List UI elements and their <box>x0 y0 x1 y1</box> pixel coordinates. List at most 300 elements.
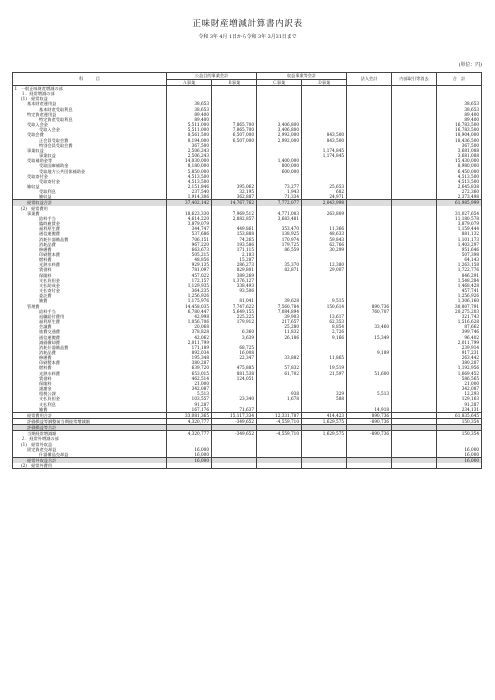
row-label: 消耗品費 <box>13 350 167 355</box>
cell-value: 457,741 <box>437 288 482 293</box>
cell-value: 380,287 <box>437 360 482 365</box>
row-label: 給料手当 <box>13 216 167 221</box>
cell-value: 33,460 <box>347 324 392 329</box>
row-label: 燃料費 <box>13 257 167 262</box>
cell-value: 33,882 <box>257 355 302 360</box>
cell-value: 1,629,575 <box>302 419 347 425</box>
cell-value: -4,559,710 <box>257 431 302 437</box>
cell-value: 103,557 <box>167 396 212 401</box>
cell-value: 8,854 <box>302 324 347 329</box>
cell-value: 378,828 <box>167 329 212 334</box>
cell-value: 61,835,645 <box>437 412 482 418</box>
cell-value: 8,180,000 <box>167 163 212 168</box>
cell-value: 193,586 <box>212 242 257 247</box>
cell-value: 38,653 <box>167 101 212 106</box>
cell-value: 1,174,845 <box>302 153 347 158</box>
cell-value: 14,458,035 <box>167 304 212 309</box>
cell-value: 1,159,444 <box>437 226 482 231</box>
cell-value: 2,011,799 <box>167 340 212 345</box>
cell-value: 86,559 <box>257 247 302 252</box>
cell-value: 1,174,845 <box>302 148 347 153</box>
cell-value: 938 <box>257 391 302 396</box>
row-label: 通信運搬費 <box>13 335 167 340</box>
cell-value: 18,623,330 <box>167 211 212 216</box>
cell-value: 8,561,500 <box>167 132 212 137</box>
cell-value: 171,189 <box>167 345 212 350</box>
row-label: 受取補助金等 <box>13 158 167 163</box>
cell-value: 1,548,284 <box>437 278 482 283</box>
cell-value: 35,370 <box>257 262 302 267</box>
row-label: 退職給付費用 <box>13 314 167 319</box>
cell-value: 12,293 <box>437 391 482 396</box>
cell-value: 5,513 <box>347 391 392 396</box>
cell-value: 48,633 <box>302 231 347 236</box>
cell-value: 1,192,956 <box>437 365 482 370</box>
row-label: 基本財産受取利息 <box>13 107 167 112</box>
cell-value: 7,560,784 <box>257 304 302 309</box>
cell-value: 1,914,306 <box>167 194 212 200</box>
cell-value: -349,652 <box>212 419 257 425</box>
cell-value: 13,617 <box>302 314 347 319</box>
row-label: 受取入会金 <box>13 122 167 127</box>
row-label: 受取地方公共団体補助金 <box>13 169 167 174</box>
cell-value: 263,442 <box>437 355 482 360</box>
cell-value: 89,400 <box>437 112 482 117</box>
table-row <box>13 463 482 469</box>
cell-value: 15,287 <box>212 257 257 262</box>
cell-value: 6,780,447 <box>167 309 212 314</box>
row-label: (2) 経常外費用 <box>13 463 167 469</box>
cell-value: 1,669,452 <box>437 371 482 376</box>
row-label: (1) 経常収益 <box>13 96 167 101</box>
cell-value <box>302 463 347 469</box>
cell-value: 62,353 <box>302 319 347 324</box>
cell-value: 800,000 <box>257 163 302 168</box>
row-label: 燃料費 <box>13 365 167 370</box>
cell-value: 167,176 <box>167 407 212 413</box>
cell-value: 4,320,777 <box>167 431 212 437</box>
row-label: 通信運搬費 <box>13 231 167 236</box>
row-label: 支払負担金 <box>13 396 167 401</box>
cell-value: 2,506,243 <box>167 148 212 153</box>
cell-value: 16,000 <box>437 452 482 458</box>
cell-value: 2,882,857 <box>212 216 257 221</box>
cell-value: 272,360 <box>437 189 482 194</box>
cell-value: 31,027,654 <box>437 211 482 216</box>
cell-value: 3,681,088 <box>437 148 482 153</box>
header-public-group: 公益目的事業会計 <box>167 73 257 80</box>
cell-value: 342,087 <box>437 386 482 391</box>
row-label: 固定資産売却益 <box>13 447 167 452</box>
cell-value: 3,879,079 <box>437 221 482 226</box>
cell-value: 6,360 <box>212 329 257 334</box>
row-label: 管理費 <box>13 304 167 309</box>
row-label: (2) 経常費用 <box>13 206 167 211</box>
cell-value: 21,597 <box>302 371 347 376</box>
cell-value: 15,430,000 <box>437 158 482 163</box>
cell-value: 5,649,155 <box>212 309 257 314</box>
cell-value: 653,015 <box>167 371 212 376</box>
cell-value: 16,000 <box>167 447 212 452</box>
cell-value: 6,507,000 <box>212 132 257 137</box>
row-label: 臨時雇賃金 <box>13 221 167 226</box>
row-label: 基本財産運用益 <box>13 101 167 106</box>
cell-value: 2,151,846 <box>167 184 212 189</box>
row-label: 特定資産運用益 <box>13 112 167 117</box>
cell-value: 1,516,628 <box>437 319 482 324</box>
cell-value: 353,470 <box>257 226 302 231</box>
row-label: ２．経常外増減の部 <box>13 436 167 441</box>
cell-value: 588 <box>302 396 347 401</box>
cell-value: 890,736 <box>347 304 392 309</box>
cell-value: 59,843 <box>302 237 347 242</box>
row-label: 賃借料 <box>13 267 167 272</box>
row-label: 消耗什器備品費 <box>13 345 167 350</box>
cell-value: -4,559,710 <box>257 419 302 425</box>
cell-value: 4,320,777 <box>167 419 212 425</box>
cell-value: 362,887 <box>212 194 257 200</box>
row-label: 消耗什器備品費 <box>13 237 167 242</box>
cell-value: 12,331,787 <box>257 412 302 418</box>
cell-value: 6,450,000 <box>437 169 482 174</box>
cell-value: 14,030,000 <box>167 158 212 163</box>
cell-value: 4,513,500 <box>167 179 212 184</box>
cell-value: 1,175,976 <box>167 298 212 303</box>
cell-value: 3,879,079 <box>167 221 212 226</box>
header-label-column: 科 目 <box>13 73 167 86</box>
cell-value: 2,373,498 <box>437 194 482 200</box>
cell-value: 25,653 <box>302 184 347 189</box>
cell-value: 3,683,481 <box>257 216 302 221</box>
cell-value: 706,151 <box>167 237 212 242</box>
cell-value: 18,904,000 <box>437 132 482 137</box>
row-label: 特別会員受取会費 <box>13 143 167 148</box>
cell-value: 3,406,800 <box>257 122 302 127</box>
cell-value: 9,515 <box>302 298 347 303</box>
header-corporate: 法人会計 <box>347 73 392 86</box>
cell-value: 38,653 <box>167 107 212 112</box>
cell-value: 30,299 <box>302 247 347 252</box>
cell-value: 25,280 <box>257 324 302 329</box>
cell-value: 329 <box>302 391 347 396</box>
cell-value: 1,678 <box>257 396 302 401</box>
cell-value: 81,041 <box>212 298 257 303</box>
cell-value: 9,166 <box>302 335 347 340</box>
cell-value: 286,273 <box>212 262 257 267</box>
cell-value: 57,832 <box>257 365 302 370</box>
cell-value: 51,600 <box>347 371 392 376</box>
cell-value: -890,736 <box>347 431 392 437</box>
cell-value: 389,269 <box>212 273 257 278</box>
cell-value: -890,736 <box>347 419 392 425</box>
cell-value: 19,519 <box>302 365 347 370</box>
row-label: 給料手当 <box>13 309 167 314</box>
cell-value: 14,767,762 <box>212 200 257 206</box>
cell-value: 21,000 <box>437 381 482 386</box>
row-label: 消耗品費 <box>13 242 167 247</box>
cell-value: 892,034 <box>167 350 212 355</box>
cell-value: 32,195 <box>212 189 257 194</box>
header-total: 合 計 <box>437 73 482 86</box>
cell-value: 179,912 <box>212 319 257 324</box>
cell-value: 234,131 <box>437 407 482 413</box>
row-label: 印刷製本費 <box>13 360 167 365</box>
row-label: 評価損益等合計 <box>13 425 167 431</box>
cell-value: 367,500 <box>167 143 212 148</box>
cell-value: 2,011,799 <box>437 340 482 345</box>
row-label: 評価損益等調整前当期経常増減額 <box>13 419 167 425</box>
cell-value: 195,348 <box>167 355 212 360</box>
cell-value: 22,347 <box>212 355 257 360</box>
cell-value: 380,287 <box>167 360 212 365</box>
row-label: 受取国庫補助金 <box>13 163 167 168</box>
cell-value: 20,068 <box>167 324 212 329</box>
cell-value: 462,514 <box>167 376 212 381</box>
cell-value: 42,998 <box>167 314 212 319</box>
header-profit-group: 収益事業等会計 <box>257 73 347 80</box>
cell-value: 179,725 <box>257 242 302 247</box>
cell-value: 505,215 <box>167 252 212 257</box>
row-label: 支払利息 <box>13 402 167 407</box>
cell-value: 7,865,700 <box>212 127 257 132</box>
cell-value: 61,702 <box>257 371 302 376</box>
cell-value: 4,771,003 <box>257 211 302 216</box>
cell-value: 1,629,575 <box>302 431 347 437</box>
cell-value: 124,051 <box>212 376 257 381</box>
cell-value: 338,493 <box>212 283 257 288</box>
row-label: 修繕費 <box>13 355 167 360</box>
header-b: Ｂ事業 <box>212 79 257 86</box>
cell-value: 7,772,077 <box>257 200 302 206</box>
row-label: (1) 経常外収益 <box>13 442 167 447</box>
cell-value: 2,645,838 <box>437 184 482 189</box>
row-label: 経常外収益合計 <box>13 458 167 464</box>
cell-value: 5,850,000 <box>167 169 212 174</box>
row-label: 受取寄付金 <box>13 179 167 184</box>
row-label: 賃借料 <box>13 376 167 381</box>
row-label: 正会員受取会費 <box>13 138 167 143</box>
cell-value: 967,220 <box>167 242 212 247</box>
cell-value: 39,628 <box>257 298 302 303</box>
cell-value: 2,043,998 <box>302 200 347 206</box>
cell-value: 12,380 <box>302 262 347 267</box>
row-label: 会議費 <box>13 324 167 329</box>
cell-value: 367,500 <box>437 143 482 148</box>
cell-value: 74,265 <box>212 237 257 242</box>
cell-value: 760,707 <box>347 309 392 314</box>
row-label: 福利厚生費 <box>13 226 167 231</box>
cell-value: 263,809 <box>302 211 347 216</box>
cell-value: 15,349 <box>347 335 392 340</box>
cell-value: 917,231 <box>437 350 482 355</box>
row-label: 受取寄付金 <box>13 174 167 179</box>
cell-value: 87,662 <box>437 324 482 329</box>
row-label: 受取入会金 <box>13 127 167 132</box>
row-label: 光熱水料費 <box>13 371 167 376</box>
cell-value: 16,000 <box>167 452 212 458</box>
cell-value: 16,008 <box>212 350 257 355</box>
row-label: 雑費 <box>13 298 167 303</box>
cell-value: 951,646 <box>437 247 482 252</box>
cell-value: 475,885 <box>212 365 257 370</box>
cell-value: 881,132 <box>437 231 482 236</box>
cell-value: 11,865 <box>302 355 347 360</box>
cell-value: 1,400,000 <box>257 158 302 163</box>
cell-value: 48,856 <box>167 257 212 262</box>
row-label: 事業収益 <box>13 153 167 158</box>
cell-value: 68,725 <box>212 345 257 350</box>
cell-value: 364,235 <box>167 288 212 293</box>
cell-value: 217,657 <box>257 319 302 324</box>
cell-value: 23,340 <box>212 396 257 401</box>
cell-value: 30,807,791 <box>437 304 482 309</box>
cell-value: 73,277 <box>257 184 302 189</box>
cell-value: 239,914 <box>437 345 482 350</box>
row-label: 印刷製本費 <box>13 252 167 257</box>
cell-value: 2,183 <box>212 252 257 257</box>
cell-value: 16,783,500 <box>437 127 482 132</box>
cell-value: 24,971 <box>302 194 347 200</box>
row-label: 受取利息 <box>13 189 167 194</box>
cell-value: 91,287 <box>167 402 212 407</box>
row-label: 租税公課 <box>13 391 167 396</box>
cell-value: 21,000 <box>167 381 212 386</box>
cell-value: 39,903 <box>257 314 302 319</box>
cell-value: 2,726 <box>302 329 347 334</box>
cell-value: 881,538 <box>212 371 257 376</box>
cell-value: 237,540 <box>167 189 212 194</box>
cell-value <box>212 463 257 469</box>
cell-value: 639,720 <box>167 365 212 370</box>
cell-value: 1,468,428 <box>437 283 482 288</box>
cell-value: 1,056,706 <box>167 319 212 324</box>
cell-value: 1,943 <box>257 189 302 194</box>
cell-value: 7,084,894 <box>257 309 302 314</box>
cell-value: 62,766 <box>302 242 347 247</box>
cell-value: 15,117,334 <box>212 412 257 418</box>
table-header <box>13 73 482 86</box>
cell-value: 225,225 <box>212 314 257 319</box>
cell-value: 150,614 <box>302 304 347 309</box>
cell-value: 14,918 <box>347 407 392 413</box>
cell-value: 1,306,160 <box>437 298 482 303</box>
unit-label: (単位：円) <box>458 62 482 68</box>
cell-value: 16,783,500 <box>437 122 482 127</box>
row-label: 事業収益 <box>13 148 167 153</box>
cell-value: 38,653 <box>437 101 482 106</box>
row-label: 減価償却費 <box>13 340 167 345</box>
row-label: 雑費 <box>13 407 167 413</box>
cell-value: 138,925 <box>257 231 302 236</box>
cell-value: 16,000 <box>167 458 212 464</box>
row-label: １．経常増減の部 <box>13 91 167 96</box>
header-elimination: 内部取引等消去 <box>392 73 437 86</box>
cell-value: 399,746 <box>437 329 482 334</box>
cell-value: 38,653 <box>437 107 482 112</box>
row-label: 光熱水料費 <box>13 262 167 267</box>
row-label: 事業費 <box>13 211 167 216</box>
row-label: 保険料 <box>13 381 167 386</box>
statement-table <box>12 72 482 469</box>
cell-value <box>257 463 302 469</box>
row-label: 支払負担金 <box>13 278 167 283</box>
cell-value: 449,861 <box>212 226 257 231</box>
cell-value: 153,888 <box>212 231 257 236</box>
cell-value: 2,506,243 <box>167 153 212 158</box>
cell-value: 71,637 <box>212 407 257 413</box>
cell-value: 37,402,142 <box>167 200 212 206</box>
cell-value: 586,565 <box>437 376 482 381</box>
header-a: Ａ事業 <box>167 79 212 86</box>
cell-value: 321,743 <box>437 314 482 319</box>
cell-value: 5,511,000 <box>167 127 212 132</box>
cell-value: 42,062 <box>167 335 212 340</box>
row-label: 委託費 <box>13 293 167 298</box>
cell-value: 3,681,088 <box>437 153 482 158</box>
cell-value: 1,256,926 <box>437 293 482 298</box>
cell-value: 1,101,173 <box>437 237 482 242</box>
cell-value <box>437 463 482 469</box>
cell-value <box>392 463 437 469</box>
row-label: 経常費用合計 <box>13 412 167 418</box>
cell-value: 172,157 <box>167 278 212 283</box>
cell-value <box>167 463 212 469</box>
cell-value: 20,275,203 <box>437 309 482 314</box>
row-label: 修繕費 <box>13 247 167 252</box>
report-period: 令和 3年 4月 1日から令和 3年 3月31日まで <box>198 34 297 40</box>
cell-value: 8,194,000 <box>167 138 212 143</box>
row-label: 雑収益 <box>13 194 167 200</box>
row-label: Ⅰ 一般正味財産増減の部 <box>13 86 167 92</box>
cell-value: 150,354 <box>437 431 482 437</box>
row-label: 保険料 <box>13 273 167 278</box>
cell-value: 9,189 <box>347 350 392 355</box>
cell-value: 1,403,297 <box>437 242 482 247</box>
row-label: 支払寄付金 <box>13 288 167 293</box>
cell-value: 7,865,700 <box>212 122 257 127</box>
cell-value: 16,000 <box>437 447 482 452</box>
cell-value: 64,143 <box>437 257 482 262</box>
table-body <box>13 86 482 469</box>
cell-value: 846,291 <box>437 273 482 278</box>
cell-value: 4,614,220 <box>167 216 212 221</box>
cell-value: 1,376,127 <box>212 278 257 283</box>
cell-value: -349,652 <box>212 431 257 437</box>
row-label: 特定資産受取利息 <box>13 117 167 122</box>
cell-value: 3,639 <box>212 335 257 340</box>
cell-value: 929,135 <box>167 262 212 267</box>
cell-value: 1,256,926 <box>167 293 212 298</box>
cell-value: 71,334 <box>257 194 302 200</box>
cell-value: 7,969,512 <box>212 211 257 216</box>
cell-value: 93,506 <box>212 288 257 293</box>
cell-value: 1,263,158 <box>437 262 482 267</box>
cell-value: 342,087 <box>167 386 212 391</box>
cell-value: 682 <box>302 189 347 194</box>
cell-value: 61,985,999 <box>437 200 482 206</box>
row-label: 受取会費 <box>13 132 167 137</box>
cell-value: 890,736 <box>347 412 392 418</box>
cell-value: 843,500 <box>302 132 347 137</box>
cell-value: 33,081,365 <box>167 412 212 418</box>
cell-value: 11,180,578 <box>437 216 482 221</box>
row-label: 什器備品売却益 <box>13 452 167 458</box>
header-c: Ｃ事業 <box>257 79 302 86</box>
row-label: 支払助成金 <box>13 283 167 288</box>
row-label: 旅費交通費 <box>13 329 167 334</box>
cell-value: 89,400 <box>167 112 212 117</box>
cell-value: 6,507,000 <box>212 138 257 143</box>
